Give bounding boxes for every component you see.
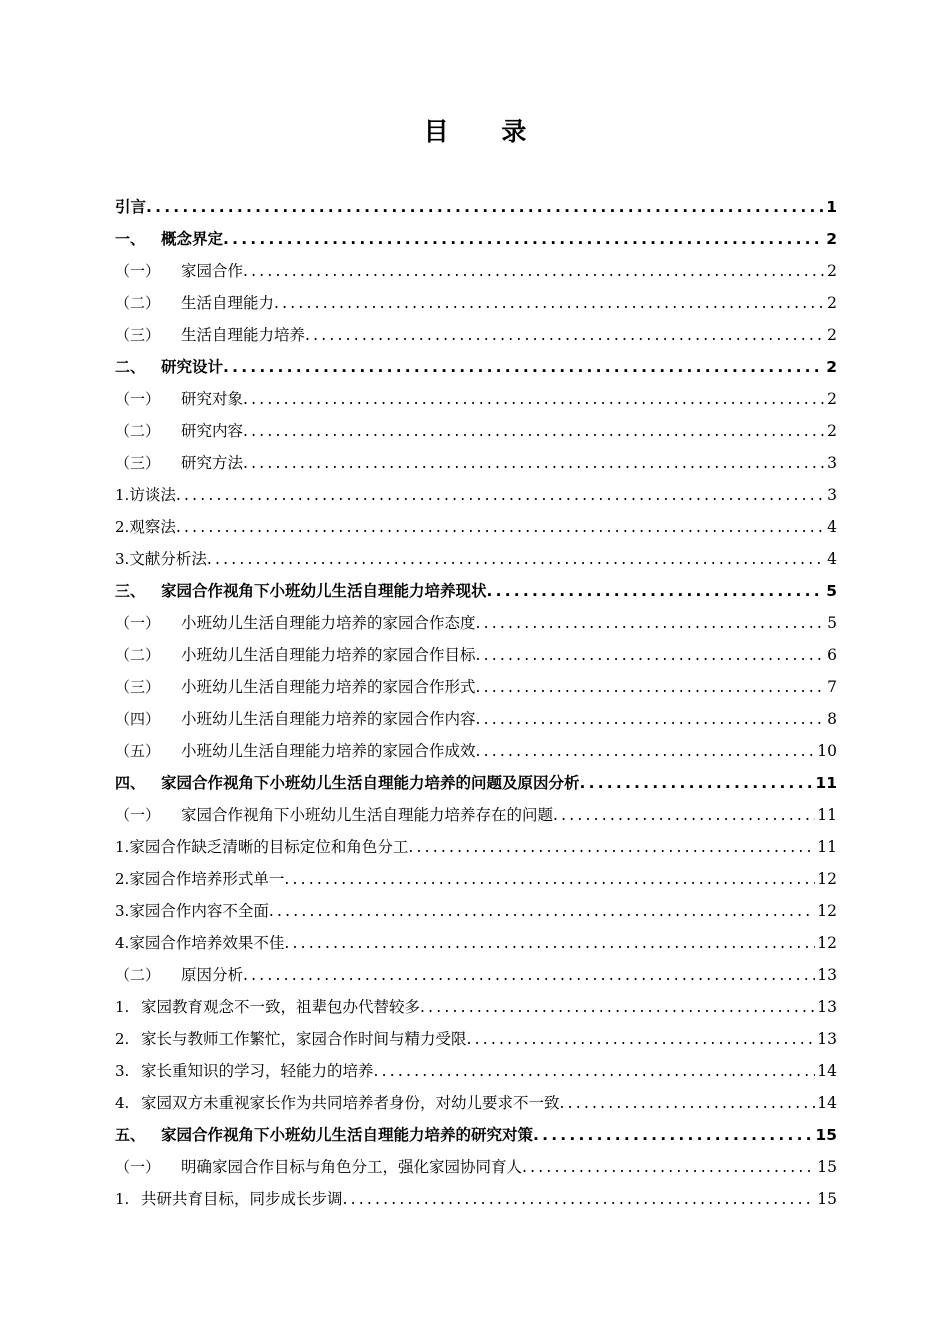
toc-entry-title: 家园合作视角下小班幼儿生活自理能力培养现状 [161, 582, 487, 600]
toc-page-number: 13 [817, 998, 837, 1016]
toc-entry-number: （三） [115, 454, 161, 472]
toc-page-number: 4 [827, 518, 837, 536]
toc-entry-title: 家园合作视角下小班幼儿生活自理能力培养的问题及原因分析 [161, 774, 580, 792]
toc-entry-number: 1. [115, 1190, 130, 1208]
page-title: 目 录 [423, 117, 549, 146]
toc-dot-leader [580, 772, 814, 794]
toc-dot-leader [476, 612, 826, 634]
toc-entry-title: 小班幼儿生活自理能力培养的家园合作形式 [181, 678, 476, 696]
toc-entry-number: （一） [115, 390, 161, 408]
toc-dot-leader [476, 708, 826, 730]
toc-page-number: 11 [817, 806, 837, 824]
toc-page-number: 2 [827, 422, 837, 440]
toc-page-number: 2 [827, 326, 837, 344]
toc-entry-title: 共研共育目标，同步成长步调 [141, 1190, 343, 1208]
toc-page-number: 13 [817, 966, 837, 984]
toc-dot-leader [176, 516, 825, 538]
toc-entry-number: 1. [115, 486, 130, 504]
toc-entry-number: 4. [115, 934, 130, 952]
toc-entry-title: 家园合作视角下小班幼儿生活自理能力培养的研究对策 [161, 1126, 534, 1144]
toc-page-number: 13 [817, 1030, 837, 1048]
toc-entry[interactable] [115, 986, 837, 1018]
table-of-contents [115, 186, 837, 1210]
toc-page-number: 2 [827, 262, 837, 280]
toc-entry[interactable] [115, 410, 837, 442]
toc-entry-title: 原因分析 [181, 966, 244, 984]
toc-page-number: 10 [817, 742, 837, 760]
toc-page-number: 2 [826, 358, 837, 376]
toc-entry[interactable] [115, 666, 837, 698]
toc-entry-title: 家园合作缺乏清晰的目标定位和角色分工 [129, 838, 409, 856]
toc-dot-leader [243, 388, 825, 410]
toc-page-number: 2 [827, 390, 837, 408]
toc-dot-leader [476, 676, 826, 698]
toc-dot-leader [487, 580, 825, 602]
toc-dot-leader [176, 484, 825, 506]
toc-entry[interactable] [115, 922, 837, 954]
toc-page-number: 7 [827, 678, 837, 696]
toc-entry[interactable] [115, 186, 837, 218]
toc-dot-leader [274, 292, 825, 314]
toc-entry[interactable] [115, 1178, 837, 1210]
toc-entry-number: 1. [115, 838, 130, 856]
toc-entry-number: （三） [115, 678, 161, 696]
toc-page-number: 5 [827, 614, 837, 632]
toc-page-number: 15 [815, 1126, 837, 1144]
toc-entry-number: 四、 [115, 774, 146, 792]
toc-entry[interactable] [115, 698, 837, 730]
toc-page-number: 3 [827, 454, 837, 472]
toc-entry-title: 研究设计 [161, 358, 224, 376]
toc-dot-leader [374, 1060, 816, 1082]
toc-entry[interactable] [115, 506, 837, 538]
toc-entry-number: （一） [115, 1158, 161, 1176]
toc-page-number: 2 [826, 230, 837, 248]
toc-entry[interactable] [115, 282, 837, 314]
toc-dot-leader [243, 964, 815, 986]
toc-dot-leader [223, 356, 824, 378]
toc-entry-title: 研究内容 [181, 422, 244, 440]
toc-entry-title: 生活自理能力 [181, 294, 275, 312]
toc-entry[interactable] [115, 634, 837, 666]
toc-entry[interactable] [115, 346, 837, 378]
toc-dot-leader [223, 228, 824, 250]
toc-page-number: 11 [815, 774, 837, 792]
toc-entry[interactable] [115, 570, 837, 602]
toc-entry-number: （二） [115, 646, 161, 664]
toc-dot-leader [207, 548, 825, 570]
toc-entry-title: 研究对象 [181, 390, 244, 408]
toc-entry[interactable] [115, 858, 837, 890]
toc-page-number: 14 [817, 1062, 837, 1080]
toc-entry-number: （四） [115, 710, 161, 728]
toc-entry-title: 家长与教师工作繁忙，家园合作时间与精力受限 [141, 1030, 467, 1048]
toc-dot-leader [343, 1188, 816, 1210]
toc-entry[interactable] [115, 314, 837, 346]
toc-page-number: 15 [817, 1158, 837, 1176]
toc-entry-number: 2. [115, 518, 130, 536]
toc-entry-number: 4. [115, 1094, 130, 1112]
toc-dot-leader [467, 1028, 816, 1050]
toc-entry-title: 研究方法 [181, 454, 244, 472]
toc-dot-leader [305, 324, 825, 346]
toc-entry[interactable] [115, 1018, 837, 1050]
toc-entry-number: （一） [115, 614, 161, 632]
toc-entry[interactable] [115, 730, 837, 762]
toc-entry-number: （一） [115, 806, 161, 824]
toc-entry-title: 引言 [115, 198, 147, 216]
toc-entry[interactable] [115, 602, 837, 634]
toc-entry-number: （一） [115, 262, 161, 280]
toc-page-number: 2 [827, 294, 837, 312]
toc-dot-leader [533, 1124, 813, 1146]
toc-entry-title: 家园双方未重视家长作为共同培养者身份，对幼儿要求不一致 [141, 1094, 560, 1112]
toc-entry[interactable] [115, 954, 837, 986]
toc-entry-title: 生活自理能力培养 [181, 326, 306, 344]
toc-entry-title: 家园合作 [181, 262, 244, 280]
toc-dot-leader [560, 1092, 816, 1114]
toc-entry-title: 家园合作视角下小班幼儿生活自理能力培养存在的问题 [181, 806, 554, 824]
toc-entry-title: 小班幼儿生活自理能力培养的家园合作目标 [181, 646, 476, 664]
toc-entry-title: 家园教育观念不一致，祖辈包办代替较多 [141, 998, 421, 1016]
toc-entry-title: 观察法 [129, 518, 176, 536]
toc-dot-leader [476, 740, 816, 762]
toc-entry[interactable] [115, 1050, 837, 1082]
toc-dot-leader [243, 452, 825, 474]
toc-dot-leader [243, 420, 825, 442]
toc-entry-title: 家长重知识的学习，轻能力的培养 [141, 1062, 374, 1080]
toc-page-number: 5 [826, 582, 837, 600]
toc-page-number: 12 [817, 870, 837, 888]
toc-entry-number: 一、 [115, 230, 146, 248]
toc-entry-title: 小班幼儿生活自理能力培养的家园合作内容 [181, 710, 476, 728]
toc-page-number: 14 [817, 1094, 837, 1112]
toc-page-number: 8 [827, 710, 837, 728]
toc-page-number: 11 [817, 838, 837, 856]
toc-dot-leader [420, 996, 815, 1018]
toc-entry-number: 二、 [115, 358, 146, 376]
toc-entry-number: 2. [115, 870, 130, 888]
toc-dot-leader [146, 196, 824, 218]
toc-entry[interactable] [115, 538, 837, 570]
toc-entry-number: （二） [115, 294, 161, 312]
toc-dot-leader [553, 804, 815, 826]
toc-dot-leader [269, 900, 815, 922]
toc-entry[interactable] [115, 826, 837, 858]
toc-page-number: 1 [826, 198, 837, 216]
toc-dot-leader [522, 1156, 815, 1178]
toc-page-number: 12 [817, 934, 837, 952]
toc-dot-leader [408, 836, 815, 858]
toc-page-number: 15 [817, 1190, 837, 1208]
toc-dot-leader [284, 868, 815, 890]
toc-entry-number: 3. [115, 902, 130, 920]
toc-entry-title: 访谈法 [129, 486, 176, 504]
toc-entry-title: 家园合作培养形式单一 [129, 870, 285, 888]
toc-entry[interactable] [115, 1082, 837, 1114]
toc-entry-number: 3. [115, 1062, 130, 1080]
toc-entry[interactable] [115, 442, 837, 474]
toc-page-number: 12 [817, 902, 837, 920]
toc-entry-number: 3. [115, 550, 130, 568]
toc-entry-title: 概念界定 [161, 230, 224, 248]
toc-entry[interactable] [115, 890, 837, 922]
toc-entry[interactable] [115, 1114, 837, 1146]
toc-entry-title: 小班幼儿生活自理能力培养的家园合作态度 [181, 614, 476, 632]
toc-entry-title: 明确家园合作目标与角色分工，强化家园协同育人 [181, 1158, 523, 1176]
toc-entry-number: 五、 [115, 1126, 146, 1144]
toc-entry-title: 文献分析法 [129, 550, 207, 568]
toc-entry-number: （二） [115, 422, 161, 440]
toc-entry-number: （五） [115, 742, 161, 760]
toc-dot-leader [243, 260, 825, 282]
toc-entry-title: 家园合作内容不全面 [129, 902, 269, 920]
toc-entry-number: 2. [115, 1030, 130, 1048]
toc-entry-title: 家园合作培养效果不佳 [129, 934, 285, 952]
toc-entry-number: （二） [115, 966, 161, 984]
toc-page-number: 4 [827, 550, 837, 568]
toc-page-number: 3 [827, 486, 837, 504]
toc-entry[interactable] [115, 218, 837, 250]
toc-entry[interactable] [115, 378, 837, 410]
toc-entry-title: 小班幼儿生活自理能力培养的家园合作成效 [181, 742, 476, 760]
toc-entry-number: 三、 [115, 582, 146, 600]
toc-page-number: 6 [827, 646, 837, 664]
toc-dot-leader [284, 932, 815, 954]
toc-entry-number: 1. [115, 998, 130, 1016]
toc-dot-leader [476, 644, 826, 666]
toc-entry[interactable] [115, 794, 837, 826]
toc-entry[interactable] [115, 474, 837, 506]
toc-entry[interactable] [115, 1146, 837, 1178]
toc-entry[interactable] [115, 250, 837, 282]
toc-entry[interactable] [115, 762, 837, 794]
toc-entry-number: （三） [115, 326, 161, 344]
